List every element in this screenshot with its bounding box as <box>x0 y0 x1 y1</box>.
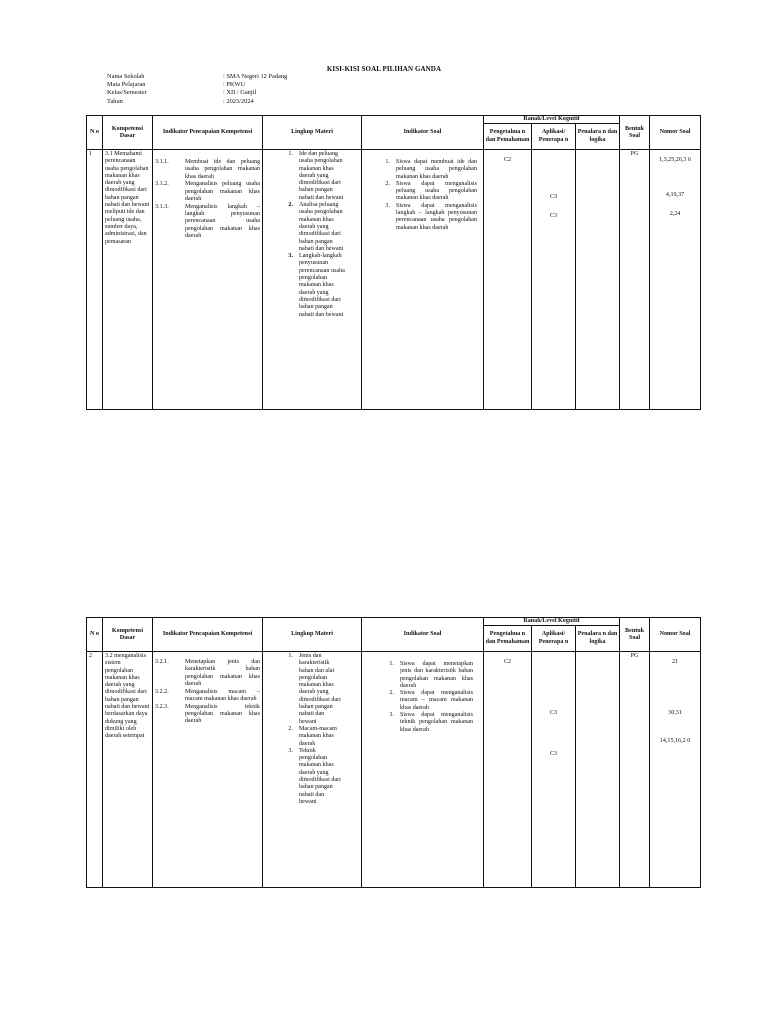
item-number: 1. <box>385 159 390 165</box>
list-item <box>285 748 359 806</box>
cell-bentuk-soal: PG <box>620 150 650 410</box>
header-no: N o <box>87 618 103 652</box>
header-c3: Penalara n dan logika <box>576 124 620 150</box>
item-number: 1. <box>288 151 293 157</box>
meta-key: Mata Pelajaran <box>107 81 146 89</box>
header-kd: Kompetensi Dasar <box>103 116 153 150</box>
nomor-group: 2,24 <box>669 210 681 217</box>
nomor-group: 14,15,16,2 0 <box>659 737 691 744</box>
item-text: Menganalisis peluang usaha pengolahan makanan khas daerah <box>185 181 260 202</box>
item-number: 2. <box>389 690 394 697</box>
item-number: 3. <box>288 253 293 260</box>
meta-row-school <box>107 73 287 81</box>
item-text: Macam-macam makanan khas daerah <box>299 725 337 747</box>
list-item <box>285 253 359 319</box>
level-label: C3 <box>549 710 558 716</box>
cell-indikator-soal <box>362 150 484 410</box>
header-indikator-soal: Indikator Soal <box>362 618 484 652</box>
header-nomor-soal: Nomor Soal <box>650 618 701 652</box>
list-item <box>155 689 260 704</box>
item-number: 1. <box>389 661 394 667</box>
meta-value: : PKWU <box>223 81 246 89</box>
level-label: C3 <box>549 213 558 220</box>
item-text: Siswa dapat menganalisis teknik pengolahan makanan khas daerah <box>400 712 473 733</box>
header-ranah: Ranah/Level Kognitif <box>484 618 620 626</box>
list-item <box>285 653 359 726</box>
item-number: 3.1.1. <box>155 159 169 165</box>
document-meta <box>107 73 287 106</box>
item-text: Siswa dapat menganalisis peluang usaha pengolahan makanan khas daerah <box>396 180 477 202</box>
cell-nomor-soal <box>650 652 701 888</box>
cell-kd: 3.2 menganalisis sistem pengolahan makanan khas daerah yang dimodifikasi dari bahan pangan nabati dan hewani berdasarkan daya dukung yang dimiliki oleh daerah setempat <box>103 652 153 888</box>
header-lingkup-materi: Lingkup Materi <box>263 618 362 652</box>
header-c2: Aplikasi/ Penerapa n <box>532 626 576 652</box>
item-number: 3. <box>288 747 293 754</box>
header-lingkup-materi: Lingkup Materi <box>263 116 362 150</box>
item-text: Siswa dapat menganalisis langkah – langkah penyusunan perencanaan usaha pengolahan makanan khas daerah <box>396 202 477 231</box>
item-text: Jenis dan karakteristik bahan dan alat pengolahan makanan khas daerah yang dimodifikasi dari bahan pangan nabati dan hewani <box>299 653 341 725</box>
item-number: 3.1.3. <box>155 203 169 210</box>
item-text: Menganalisis macam – macam makanan khas daerah <box>185 688 260 702</box>
header-bentuk-soal: Bentuk Soal <box>620 116 650 150</box>
header-kd: Kompetensi Dasar <box>103 618 153 652</box>
cell-lingkup-materi <box>263 652 362 888</box>
item-text: Teknik pengolahan makanan khas daerah yang dimodifikasi dari bahan pangan nabati dan hewani <box>299 747 341 805</box>
meta-value: : 2023/2024 <box>223 97 254 105</box>
level-label: C2 <box>503 157 512 163</box>
item-text: Menetapkan jenis dan karakteristik bahan pengolahan makanan khas daerah <box>185 659 260 687</box>
item-number: 3.2.1. <box>155 659 169 665</box>
meta-row-class <box>107 89 287 97</box>
list-item <box>384 712 473 734</box>
meta-key: Nama Sekolah <box>107 73 145 80</box>
cell-ipk <box>153 652 263 888</box>
item-number: 1. <box>288 653 293 659</box>
cell-level-c1 <box>484 652 532 888</box>
item-number: 2. <box>288 725 293 732</box>
cell-bentuk-soal: PG <box>620 652 650 888</box>
item-text: Langkah-langkah penyusunan perencanaan usaha pengolahan makanan khas daerah yang dimodifikasi dari bahan pangan nabati dan hewani <box>299 253 345 318</box>
header-c1: Pengetahua n dan Pemahaman <box>484 124 532 150</box>
header-ipk: Indikator Pencapaian Kompetensi <box>153 618 263 652</box>
item-number: 2. <box>385 180 390 187</box>
header-c1: Pengetahua n dan Pemahaman <box>484 626 532 652</box>
list-item <box>155 204 260 240</box>
level-label: C2 <box>503 659 512 665</box>
nomor-group: 21 <box>671 659 679 665</box>
cell-no: 2 <box>87 652 103 888</box>
header-ranah: Ranah/Level Kognitif <box>484 116 620 124</box>
item-text: Menganalisis teknik pengolahan makanan khas daerah <box>185 703 260 725</box>
item-number: 3.1.2. <box>155 181 169 188</box>
list-item <box>380 159 477 181</box>
item-number: 2. <box>288 202 293 209</box>
list-item <box>380 203 477 232</box>
list-item <box>384 690 473 712</box>
cell-level-c3 <box>576 150 620 410</box>
list-item <box>155 159 260 181</box>
nomor-group: 4,19,37 <box>665 192 685 199</box>
item-text: Siswa dapat menganalisis macam – macam makanan khas daerah <box>400 690 473 711</box>
cell-level-c3 <box>576 652 620 888</box>
item-text: Analisa peluang usaha pengolahan makanan khas daerah yang dimodifikasi dari bahan pangan nabati dan hewani <box>299 202 344 252</box>
cell-ipk <box>153 150 263 410</box>
meta-value: : XII / Ganjil <box>223 89 257 97</box>
list-item <box>155 659 260 688</box>
item-number: 3.2.3. <box>155 703 169 710</box>
meta-value: : SMA Negeri 12 Padang <box>223 73 288 80</box>
cell-indikator-soal <box>362 652 484 888</box>
header-bentuk-soal: Bentuk Soal <box>620 618 650 652</box>
header-c3: Penalara n dan logika <box>576 626 620 652</box>
list-item <box>285 202 359 253</box>
item-text: Ide dan peluang usaha pengolahan makanan khas daerah yang dimodifikasi dari bahan pangan nabati dan hewani <box>299 151 344 201</box>
item-text: Membuat ide dan peluang usaha pengolahan makanan khas daerah <box>185 159 260 180</box>
table-row <box>87 150 701 410</box>
kisi-table-2 <box>86 617 701 888</box>
kisi-table-1 <box>86 115 701 410</box>
header-indikator-soal: Indikator Soal <box>362 116 484 150</box>
meta-row-subject <box>107 81 287 89</box>
list-item <box>380 181 477 203</box>
item-text: Siswa dapat menetapkan jenis dan karakteristik bahan pengolahan makanan khas daerah <box>400 661 473 689</box>
meta-row-year <box>107 98 287 106</box>
cell-kd: 3.1 Memahami perencanaan usaha pengolahan makanan khas daerah yang dimodifikasi dari bahan pangan nabati dan hewani meliputi ide dan peluang usaha, sumber daya, administrasi, dan pemasaran <box>103 150 153 410</box>
cell-lingkup-materi <box>263 150 362 410</box>
header-no: N o <box>87 116 103 150</box>
cell-no: 1 <box>87 150 103 410</box>
list-item <box>155 181 260 203</box>
meta-key: Tahun <box>107 97 123 105</box>
nomor-group: 30,31 <box>668 710 682 717</box>
meta-key: Kelas/Semester <box>107 89 147 97</box>
header-ipk: Indikator Pencapaian Kompetensi <box>153 116 263 150</box>
list-item <box>384 661 473 690</box>
cell-level-c2 <box>532 150 576 410</box>
list-item <box>285 151 359 202</box>
cell-level-c1 <box>484 150 532 410</box>
level-label: C3 <box>549 751 558 758</box>
header-nomor-soal: Nomor Soal <box>650 116 701 150</box>
list-item <box>155 704 260 726</box>
document-title: KISI-KISI SOAL PILIHAN GANDA <box>326 65 442 73</box>
header-c2: Aplikasi/ Penerapa n <box>532 124 576 150</box>
item-number: 3. <box>385 202 390 209</box>
level-label: C3 <box>549 194 558 200</box>
list-item <box>285 726 359 748</box>
table-row <box>87 652 701 888</box>
item-text: Menganalisis langkah – langkah penyusunan perencanaan usaha pengolahan makanan khas daerah <box>185 203 260 239</box>
cell-level-c2 <box>532 652 576 888</box>
item-number: 3. <box>389 712 394 719</box>
item-number: 3.2.2. <box>155 688 169 695</box>
item-text: Siswa dapat membuat ide dan peluang usaha pengolahan makanan khas daerah <box>396 159 477 180</box>
cell-nomor-soal <box>650 150 701 410</box>
nomor-group: 1,3,25,26,3 6 <box>659 157 692 163</box>
